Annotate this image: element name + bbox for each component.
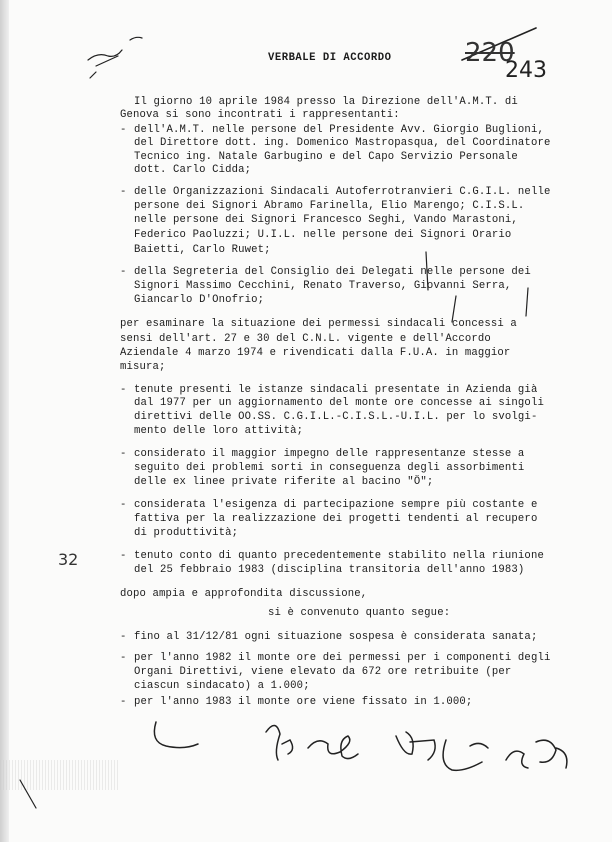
text-line: Signori Massimo Cecchini, Renato Traverso, Giovanni Serra, bbox=[134, 280, 512, 292]
text-line: tenute presenti le istanze sindacali presentate in Azienda già bbox=[134, 384, 538, 396]
list-bullet: - bbox=[120, 384, 127, 396]
text-line: persone dei Signori Abramo Farinella, Elio Marengo; C.I.S.L. bbox=[134, 200, 525, 212]
agreement-heading: si è convenuto quanto segue: bbox=[268, 607, 451, 619]
list-bullet: - bbox=[120, 448, 127, 460]
text-line: dal 1977 per un aggiornamento del monte ore concesse ai singoli bbox=[134, 397, 544, 409]
text-line: nelle persone dei Signori Francesco Seghi, Vando Marastoni, bbox=[134, 214, 518, 226]
text-line: per l'anno 1983 il monte ore viene fissato in 1.000; bbox=[134, 696, 473, 708]
text-line: mento delle loro attività; bbox=[134, 425, 304, 437]
text-line: del 25 febbraio 1983 (disciplina transitoria dell'anno 1983) bbox=[134, 564, 525, 576]
text-line: per esaminare la situazione dei permessi sindacali concessi a bbox=[120, 318, 517, 330]
struck-number: 220 bbox=[465, 38, 515, 68]
corner-mark bbox=[20, 780, 36, 808]
signature-6 bbox=[506, 740, 567, 768]
text-line: Federico Paoluzzi; U.I.L. nelle persone dei Signori Orario bbox=[134, 229, 512, 241]
text-line: di produttività; bbox=[134, 527, 239, 539]
text-line: dopo ampia e approfondita discussione, bbox=[120, 588, 368, 600]
text-line: del Direttore dott. ing. Domenico Mastropasqua, del Coordinatore bbox=[134, 137, 551, 149]
text-line: ciascun sindacato) a 1.000; bbox=[134, 680, 310, 692]
list-bullet: - bbox=[120, 124, 127, 136]
text-line: delle Organizzazioni Sindacali Autoferrotranvieri C.G.I.L. nelle bbox=[134, 186, 551, 198]
list-bullet: - bbox=[120, 186, 127, 198]
text-line: considerata l'esigenza di partecipazione sempre più costante e bbox=[134, 499, 538, 511]
vertical-mark bbox=[526, 288, 528, 316]
page-number: 243 bbox=[505, 58, 547, 83]
list-bullet: - bbox=[120, 631, 127, 643]
text-line: fino al 31/12/81 ogni situazione sospesa è considerata sanata; bbox=[134, 631, 538, 643]
list-bullet: - bbox=[120, 550, 127, 562]
text-line: direttivi delle OO.SS. C.G.I.L.-C.I.S.L.-U.I.L. per lo svolgi- bbox=[134, 411, 538, 423]
text-line: Genova si sono incontrati i rappresentanti: bbox=[120, 109, 400, 121]
text-line: tenuto conto di quanto precedentemente stabilito nella riunione bbox=[134, 550, 544, 562]
signature-1 bbox=[154, 722, 198, 748]
document-title: VERBALE DI ACCORDO bbox=[268, 52, 392, 64]
text-line: seguito dei problemi sorti in conseguenza degli assorbimenti bbox=[134, 462, 525, 474]
text-line: misura; bbox=[120, 361, 166, 373]
text-line: sensi dell'art. 27 e 30 del C.N.L. vigente e dell'Accordo bbox=[120, 333, 491, 345]
text-line: Organi Direttivi, viene elevato da 672 ore retribuite (per bbox=[134, 666, 512, 678]
text-line: Aziendale 4 marzo 1974 e rivendicati dalla F.U.A. in maggior bbox=[120, 347, 511, 359]
signature-3 bbox=[308, 736, 358, 759]
text-line: Il giorno 10 aprile 1984 presso la Direzione dell'A.M.T. di bbox=[134, 96, 518, 108]
text-line: Giancarlo D'Onofrio; bbox=[134, 294, 265, 306]
text-line: Baietti, Carlo Ruwet; bbox=[134, 244, 271, 256]
text-line: dell'A.M.T. nelle persone del Presidente Avv. Giorgio Buglioni, bbox=[134, 124, 544, 136]
margin-note: 32 bbox=[58, 550, 79, 569]
text-line: dott. Carlo Cidda; bbox=[134, 164, 252, 176]
signature-4 bbox=[396, 732, 435, 760]
list-bullet: - bbox=[120, 266, 127, 278]
list-bullet: - bbox=[120, 652, 127, 664]
signature-2 bbox=[266, 725, 293, 760]
page-number-annotation bbox=[465, 38, 547, 83]
text-line: considerato il maggior impegno delle rappresentanze stesse a bbox=[134, 448, 525, 460]
text-line: fattiva per la realizzazione dei progetti tendenti al recupero bbox=[134, 513, 538, 525]
list-bullet: - bbox=[120, 696, 127, 708]
text-line: della Segreteria del Consiglio dei Delegati nelle persone dei bbox=[134, 266, 531, 278]
scribble-top-left bbox=[88, 37, 142, 78]
text-line: Tecnico ing. Natale Garbugino e del Capo Servizio Personale bbox=[134, 151, 518, 163]
list-bullet: - bbox=[120, 499, 127, 511]
signature-5 bbox=[443, 740, 488, 770]
text-line: per l'anno 1982 il monte ore dei permessi per i componenti degli bbox=[134, 652, 551, 664]
text-line: delle ex linee private riferite al bacino "Ö"; bbox=[134, 476, 434, 488]
